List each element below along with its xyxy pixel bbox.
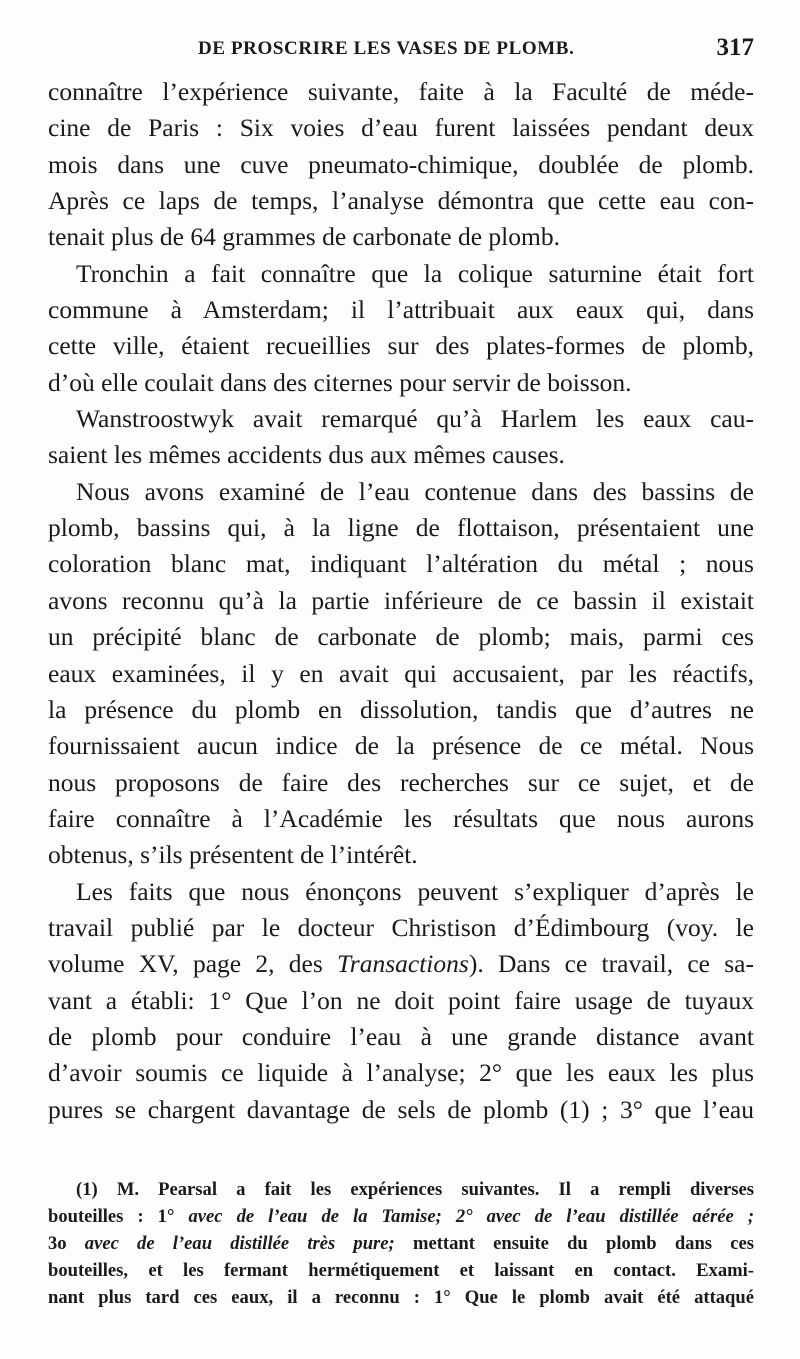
text-line: commune à Amsterdam; il l’attribuait aux eaux qui, dans [48,295,754,325]
footnote-line: bouteilles, et les fermant hermétiquement et laissant en contact. Exami- [48,1259,754,1281]
page-number: 317 [716,34,754,61]
text-line: pures se chargent davantage de sels de plomb (1) ; 3° que l’eau [48,1094,754,1124]
text-line: un précipité blanc de carbonate de plomb; mais, parmi ces [48,622,754,652]
text-line: saient les mêmes accidents dus aux mêmes causes. [48,440,565,470]
footnote-segment: bouteilles : 1° [48,1205,189,1227]
footnote-line [48,1230,754,1257]
text-line: coloration blanc mat, indiquant l’altération du métal ; nous [48,549,754,579]
footnote-segment: mettant ensuite du plomb dans ces [394,1232,754,1254]
running-head: DE PROSCRIRE LES VASES DE PLOMB. [198,38,575,59]
text-line: cine de Paris : Six voies d’eau furent laissées pendant deux [48,113,754,143]
footnote-line [48,1203,754,1230]
text-line: obtenus, s’ils présentent de l’intérêt. [48,840,418,870]
paragraph-start-line: Les faits que nous énonçons peuvent s’expliquer d’après le [76,876,754,906]
text-line: eaux examinées, il y en avait qui accusaient, par les réactifs, [48,658,754,688]
text-line: tenait plus de 64 grammes de carbonate de plomb. [48,222,560,252]
text-segment: volume XV, page 2, des [48,949,338,979]
text-line: avons reconnu qu’à la partie inférieure de ce bassin il existait [48,585,754,615]
footnote-italic: avec de l’eau de la Tamise; 2° avec de l’eau distillée aérée ; [188,1205,754,1227]
text-line: cette ville, étaient recueillies sur des plates-formes de plomb, [48,331,754,361]
text-line: fournissaient aucun indice de la présence de ce métal. Nous [48,731,754,761]
text-line: Après ce laps de temps, l’analyse démontra que cette eau con- [48,186,754,216]
text-line: d’où elle coulait dans des citernes pour servir de boisson. [48,367,632,397]
paragraph-start-line: Tronchin a fait connaître que la colique saturnine était fort [76,258,754,288]
footnote-segment: 3o [48,1232,85,1254]
text-line: la présence du plomb en dissolution, tandis que d’autres ne [48,694,754,724]
footnote-line: nant plus tard ces eaux, il a reconnu : 1° Que le plomb avait été attaqué [48,1286,754,1308]
text-segment: ). Dans ce travail, ce sa- [468,949,754,979]
body-text [48,74,754,1128]
footnote [48,1176,754,1310]
paragraph-start-line: Wanstroostwyk avait remarqué qu’à Harlem les eaux cau- [76,404,754,434]
text-line: plomb, bassins qui, à la ligne de flottaison, présentaient une [48,513,754,543]
text-line: nous proposons de faire des recherches sur ce sujet, et de [48,767,754,797]
paragraph-start-line: Nous avons examiné de l’eau contenue dans des bassins de [76,476,754,506]
text-line: travail publié par le docteur Christison d’Édimbourg (voy. le [48,912,754,942]
text-line: connaître l’expérience suivante, faite à la Faculté de méde- [48,77,754,106]
text-line: de plomb pour conduire l’eau à une grande distance avant [48,1021,754,1051]
footnote-italic: avec de l’eau distillée très pure; [84,1232,395,1254]
text-line: vant a établi: 1° Que l’on ne doit point faire usage de tuyaux [48,985,754,1015]
page-header [48,34,754,66]
footnote-line: (1) M. Pearsal a fait les expériences suivantes. Il a rempli diverses [76,1179,754,1200]
text-line: d’avoir soumis ce liquide à l’analyse; 2° que les eaux les plus [48,1058,754,1088]
text-line: faire connaître à l’Académie les résultats que nous aurons [48,803,754,833]
text-line [48,946,754,982]
italic-title: Transactions [337,949,469,979]
text-line: mois dans une cuve pneumato-chimique, doublée de plomb. [48,149,754,179]
